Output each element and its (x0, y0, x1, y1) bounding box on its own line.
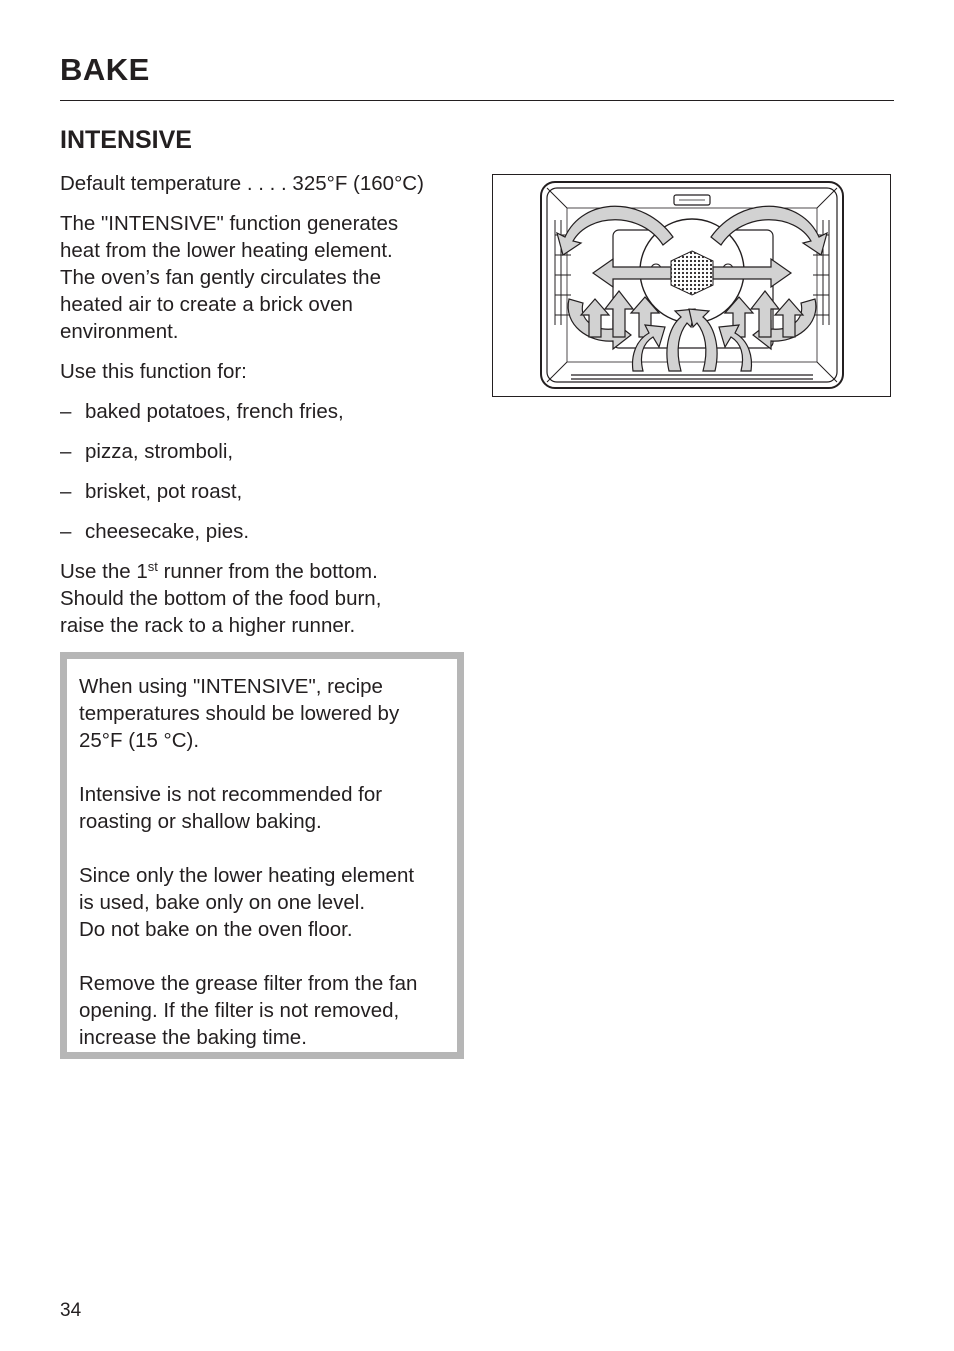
oven-airflow-figure (492, 174, 891, 397)
section-title: INTENSIVE (60, 126, 192, 154)
note-paragraph (79, 970, 449, 1051)
intro-line: environment. (60, 320, 179, 343)
note-line: Since only the lower heating element (79, 864, 415, 887)
list-item-text: pizza, stromboli, (85, 440, 234, 463)
runner-text-post: runner from the bottom. (157, 560, 378, 583)
note-line: 25°F (15 °C). (79, 729, 200, 752)
note-line: is used, bake only on one level. (79, 891, 366, 914)
list-item-text: brisket, pot roast, (85, 480, 243, 503)
runner-ordinal-suffix: st (147, 559, 158, 574)
list-item (60, 518, 470, 545)
note-line: opening. If the filter is not removed, (79, 999, 400, 1022)
use-for-label: Use this function for: (60, 360, 247, 383)
default-temperature: Default temperature . . . . 325°F (160°C) (60, 172, 424, 195)
note-line: roasting or shallow baking. (79, 810, 322, 833)
list-item (60, 398, 470, 425)
intro-line: heated air to create a brick oven (60, 293, 353, 316)
oven-airflow-illustration (493, 175, 889, 395)
runner-text-pre: Use the 1 (60, 560, 148, 583)
intro-line: The "INTENSIVE" function generates (60, 212, 399, 235)
list-item (60, 438, 470, 465)
list-dash: – (60, 400, 72, 423)
main-text-column (60, 170, 470, 652)
note-line: Intensive is not recommended for (79, 783, 383, 806)
list-item-text: cheesecake, pies. (85, 520, 250, 543)
note-paragraph (79, 673, 449, 754)
runner-paragraph (60, 558, 470, 639)
page-number: 34 (60, 1300, 82, 1321)
title-divider (60, 100, 894, 101)
intro-line: heat from the lower heating element. (60, 239, 393, 262)
list-dash: – (60, 520, 72, 543)
note-paragraph (79, 862, 449, 943)
note-paragraph (79, 781, 449, 835)
note-line: Remove the grease filter from the fan (79, 972, 418, 995)
note-line: temperatures should be lowered by (79, 702, 400, 725)
runner-line: Should the bottom of the food burn, (60, 587, 382, 610)
intro-line: The oven’s fan gently circulates the (60, 266, 381, 289)
list-item-text: baked potatoes, french fries, (85, 400, 344, 423)
runner-line: raise the rack to a higher runner. (60, 614, 356, 637)
note-line: increase the baking time. (79, 1026, 307, 1049)
list-dash: – (60, 440, 72, 463)
note-box (60, 652, 464, 1059)
fan-icon (671, 251, 713, 295)
list-dash: – (60, 480, 72, 503)
list-item (60, 478, 470, 505)
note-line: When using "INTENSIVE", recipe (79, 675, 383, 698)
note-line: Do not bake on the oven floor. (79, 918, 353, 941)
page-title: BAKE (60, 52, 150, 87)
intro-paragraph (60, 210, 470, 345)
